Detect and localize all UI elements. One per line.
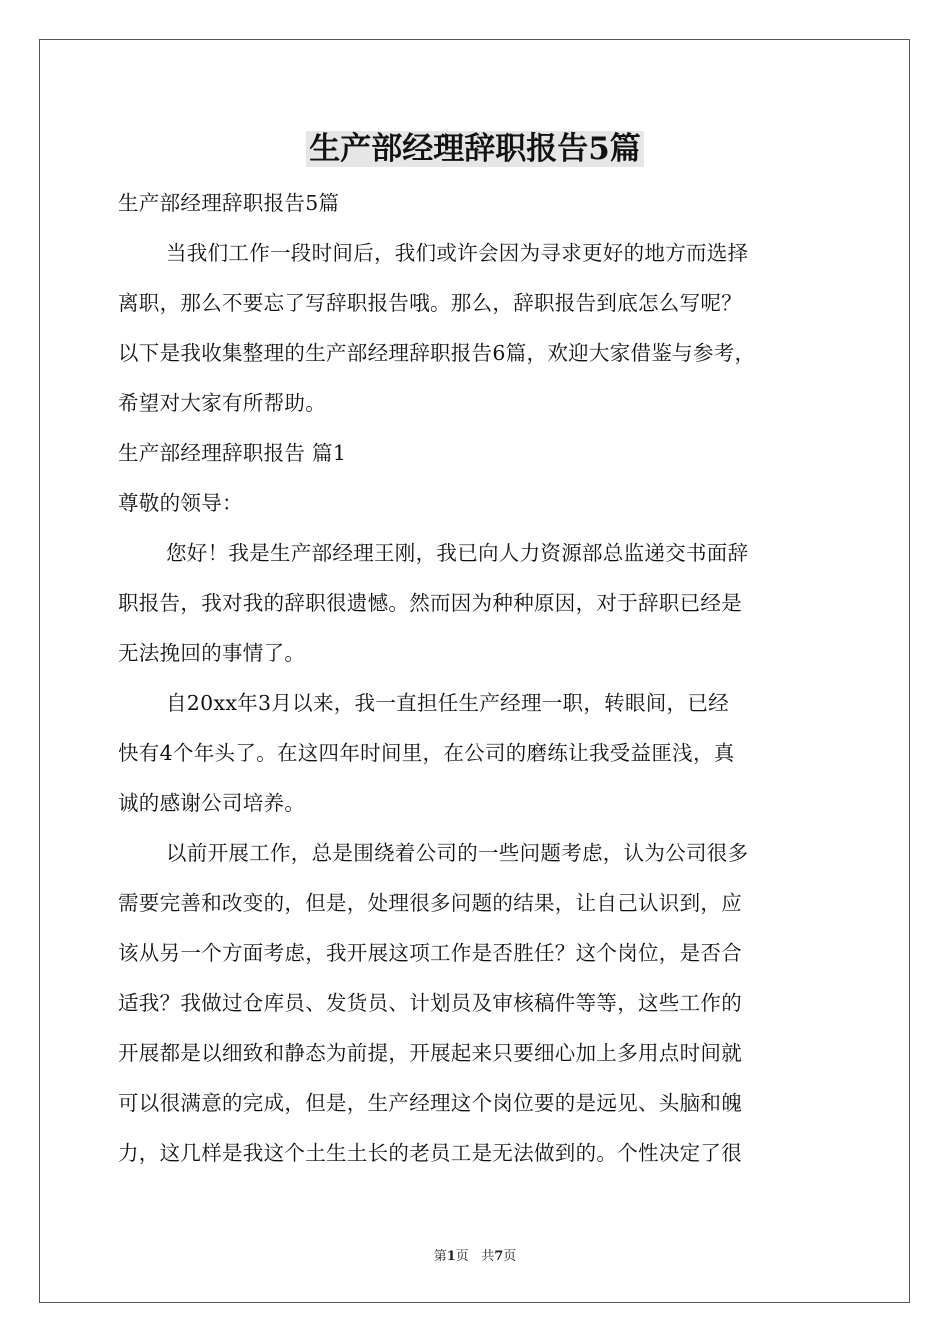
document-title-text: 生产部经理辞职报告5篇 xyxy=(306,131,644,167)
paragraph-line: 该从另一个方面考虑，我开展这项工作是否胜任？这个岗位，是否合 xyxy=(118,941,742,965)
intro-paragraph-line: 以下是我收集整理的生产部经理辞职报告6篇，欢迎大家借鉴与参考， xyxy=(118,341,756,365)
paragraph-line: 您好！我是生产部经理王刚，我已向人力资源部总监递交书面辞 xyxy=(166,541,749,565)
intro-paragraph-line: 离职，那么不要忘了写辞职报告哦。那么，辞职报告到底怎么写呢？ xyxy=(118,291,742,315)
paragraph-line: 可以很满意的完成，但是，生产经理这个岗位要的是远见、头脑和魄 xyxy=(118,1091,742,1115)
total-pages: 7 xyxy=(494,1249,504,1264)
salutation: 尊敬的领导： xyxy=(118,491,243,515)
intro-paragraph-line: 当我们工作一段时间后，我们或许会因为寻求更好的地方而选择 xyxy=(166,241,749,265)
intro-paragraph-line: 希望对大家有所帮助。 xyxy=(118,391,326,415)
paragraph-line: 快有4个年头了。在这四年时间里，在公司的磨练让我受益匪浅，真 xyxy=(118,741,735,765)
document-body xyxy=(118,178,838,1178)
paragraph-line: 职报告，我对我的辞职很遗憾。然而因为种种原因，对于辞职已经是 xyxy=(118,591,742,615)
subtitle-line: 生产部经理辞职报告5篇 xyxy=(118,191,340,215)
paragraph-line: 诚的感谢公司培养。 xyxy=(118,791,306,815)
page-suffix: 页 xyxy=(455,1249,469,1264)
paragraph-line: 开展都是以细致和静态为前提，开展起来只要细心加上多用点时间就 xyxy=(118,1041,742,1065)
total-suffix: 页 xyxy=(503,1249,517,1264)
document-title xyxy=(0,126,950,172)
paragraph-line: 自20xx年3月以来，我一直担任生产经理一职，转眼间，已经 xyxy=(166,691,729,715)
paragraph-line: 无法挽回的事情了。 xyxy=(118,641,306,665)
page-footer xyxy=(0,1248,950,1266)
paragraph-line: 适我？我做过仓库员、发货员、计划员及审核稿件等等，这些工作的 xyxy=(118,991,742,1015)
total-prefix: 共 xyxy=(481,1249,495,1264)
page-prefix: 第 xyxy=(433,1249,447,1264)
paragraph-line: 力，这几样是我这个土生土长的老员工是无法做到的。个性决定了很 xyxy=(118,1141,742,1165)
paragraph-line: 以前开展工作，总是围绕着公司的一些问题考虑，认为公司很多 xyxy=(166,841,749,865)
paragraph-line: 需要完善和改变的，但是，处理很多问题的结果，让自己认识到，应 xyxy=(118,891,742,915)
section-heading: 生产部经理辞职报告 篇1 xyxy=(118,441,347,465)
page-number: 1 xyxy=(446,1249,456,1264)
